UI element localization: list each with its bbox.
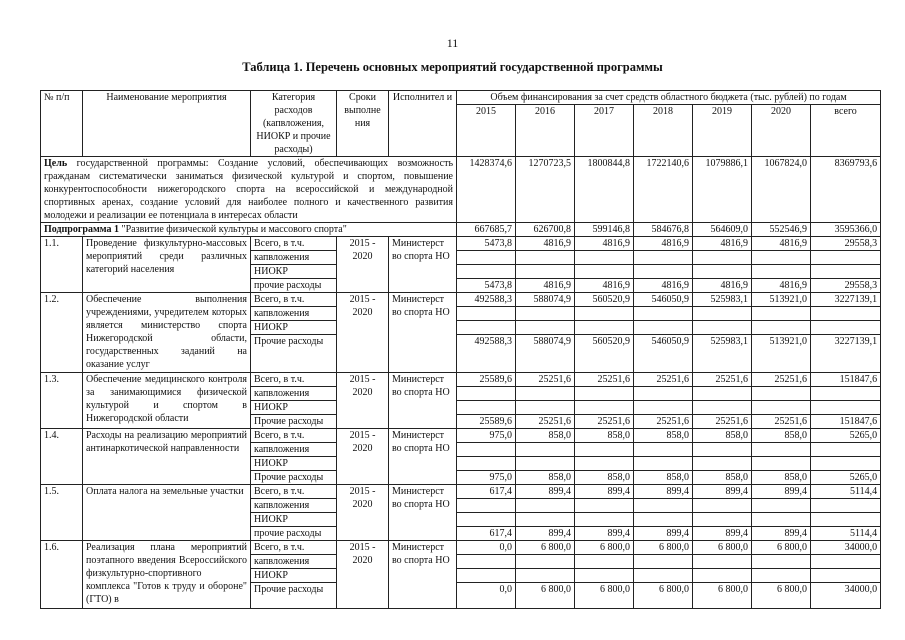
empty-value <box>575 307 634 321</box>
empty-value <box>516 457 575 471</box>
empty-value <box>575 387 634 401</box>
category-label: Прочие расходы <box>251 583 337 609</box>
category-label: Всего, в т.ч. <box>251 541 337 555</box>
header-funding: Объем финансирования за счет средств областного бюджета (тыс. рублей) по годам <box>457 91 881 105</box>
empty-value <box>752 555 811 569</box>
other-expenses-value: 6 800,0 <box>693 583 752 609</box>
total-value: 899,4 <box>693 485 752 499</box>
total-value: 25251,6 <box>634 373 693 387</box>
empty-value <box>693 307 752 321</box>
total-value: 25251,6 <box>693 373 752 387</box>
empty-value <box>752 265 811 279</box>
other-expenses-value: 858,0 <box>752 471 811 485</box>
total-value: 5473,8 <box>457 237 516 251</box>
other-expenses-value: 151847,6 <box>811 415 881 429</box>
goal-label: Цель <box>44 158 68 169</box>
measure-name: Расходы на реализацию мероприятий антинаркотической направленности <box>83 429 251 485</box>
empty-value <box>634 265 693 279</box>
total-value: 6 800,0 <box>693 541 752 555</box>
subprogram-value: 626700,8 <box>516 223 575 237</box>
empty-value <box>516 265 575 279</box>
other-expenses-value: 5265,0 <box>811 471 881 485</box>
empty-value <box>634 443 693 457</box>
other-expenses-value: 6 800,0 <box>575 583 634 609</box>
empty-value <box>634 555 693 569</box>
goal-description: государственной программы: Создание условий, обеспечивающих возможность гражданам систематически заниматься физической культурой и спортом, повышение конкурентоспособности нижегородского спорта на всероссийской и международной спортивных аренах, создание условий для наиболее полного и качественного развития молодежи и реализации ее потенциала в интересах области <box>44 158 453 221</box>
row-number: 1.1. <box>41 237 83 293</box>
total-value: 899,4 <box>634 485 693 499</box>
total-value: 513921,0 <box>752 293 811 307</box>
other-expenses-value: 34000,0 <box>811 583 881 609</box>
other-expenses-value: 617,4 <box>457 527 516 541</box>
empty-value <box>811 457 881 471</box>
empty-value <box>634 499 693 513</box>
empty-value <box>693 569 752 583</box>
empty-value <box>457 443 516 457</box>
header-num: № п/п <box>41 91 83 157</box>
empty-value <box>693 251 752 265</box>
empty-value <box>693 401 752 415</box>
header-year: 2017 <box>575 105 634 157</box>
term-value: 2015 - 2020 <box>337 541 389 609</box>
empty-value <box>457 499 516 513</box>
empty-value <box>575 457 634 471</box>
category-label: Всего, в т.ч. <box>251 293 337 307</box>
empty-value <box>457 555 516 569</box>
empty-value <box>575 265 634 279</box>
total-value: 588074,9 <box>516 293 575 307</box>
total-value: 4816,9 <box>516 237 575 251</box>
category-label: капвложения <box>251 555 337 569</box>
row-number: 1.4. <box>41 429 83 485</box>
empty-value <box>634 321 693 335</box>
empty-value <box>575 251 634 265</box>
empty-value <box>516 499 575 513</box>
measure-name: Проведение физкультурно-массовых мероприятий среди различных категорий населения <box>83 237 251 293</box>
empty-value <box>752 321 811 335</box>
term-value: 2015 - 2020 <box>337 293 389 373</box>
total-value: 899,4 <box>516 485 575 499</box>
total-value: 899,4 <box>752 485 811 499</box>
empty-value <box>811 307 881 321</box>
empty-value <box>575 513 634 527</box>
empty-value <box>693 387 752 401</box>
category-label: Прочие расходы <box>251 415 337 429</box>
category-label: Всего, в т.ч. <box>251 485 337 499</box>
category-label: Всего, в т.ч. <box>251 429 337 443</box>
category-label: НИОКР <box>251 569 337 583</box>
header-year: 2020 <box>752 105 811 157</box>
subprogram-value: 599146,8 <box>575 223 634 237</box>
total-value: 858,0 <box>752 429 811 443</box>
empty-value <box>693 457 752 471</box>
table-row <box>41 429 881 443</box>
executor-value: Министерст во спорта НО <box>389 293 457 373</box>
empty-value <box>752 251 811 265</box>
empty-value <box>693 443 752 457</box>
empty-value <box>575 555 634 569</box>
empty-value <box>575 401 634 415</box>
total-value: 858,0 <box>575 429 634 443</box>
subprogram-value: 552546,9 <box>752 223 811 237</box>
subprogram-value: 3595366,0 <box>811 223 881 237</box>
header-year: 2018 <box>634 105 693 157</box>
row-number: 1.3. <box>41 373 83 429</box>
row-number: 1.6. <box>41 541 83 609</box>
measure-name: Обеспечение выполнения учреждениями, учредителем которых является министерство спорта Нижегородской области, государственных заданий на оказание услуг <box>83 293 251 373</box>
empty-value <box>811 443 881 457</box>
other-expenses-value: 4816,9 <box>575 279 634 293</box>
empty-value <box>457 251 516 265</box>
empty-value <box>457 307 516 321</box>
table-row <box>41 541 881 555</box>
empty-value <box>516 569 575 583</box>
other-expenses-value: 25251,6 <box>693 415 752 429</box>
table-caption: Таблица 1. Перечень основных мероприятий государственной программы <box>242 60 663 74</box>
other-expenses-value: 858,0 <box>516 471 575 485</box>
other-expenses-value: 899,4 <box>634 527 693 541</box>
term-value: 2015 - 2020 <box>337 485 389 541</box>
header-year: 2015 <box>457 105 516 157</box>
total-value: 25251,6 <box>752 373 811 387</box>
empty-value <box>457 321 516 335</box>
empty-value <box>575 499 634 513</box>
other-expenses-value: 858,0 <box>575 471 634 485</box>
total-value: 858,0 <box>693 429 752 443</box>
header-year: 2019 <box>693 105 752 157</box>
total-value: 6 800,0 <box>575 541 634 555</box>
total-value: 858,0 <box>516 429 575 443</box>
empty-value <box>693 555 752 569</box>
other-expenses-value: 492588,3 <box>457 335 516 373</box>
category-label: капвложения <box>251 443 337 457</box>
page-number: 11 <box>446 36 459 50</box>
empty-value <box>752 499 811 513</box>
empty-value <box>457 569 516 583</box>
term-value: 2015 - 2020 <box>337 373 389 429</box>
category-label: Всего, в т.ч. <box>251 373 337 387</box>
empty-value <box>634 457 693 471</box>
other-expenses-value: 25251,6 <box>575 415 634 429</box>
table-row <box>41 485 881 499</box>
empty-value <box>634 307 693 321</box>
category-label: прочие расходы <box>251 527 337 541</box>
empty-value <box>516 443 575 457</box>
executor-value: Министерст во спорта НО <box>389 373 457 429</box>
empty-value <box>457 457 516 471</box>
executor-value: Министерст во спорта НО <box>389 237 457 293</box>
empty-value <box>457 387 516 401</box>
other-expenses-value: 3227139,1 <box>811 335 881 373</box>
other-expenses-value: 25251,6 <box>516 415 575 429</box>
empty-value <box>457 513 516 527</box>
empty-value <box>811 401 881 415</box>
other-expenses-value: 4816,9 <box>634 279 693 293</box>
subprogram-name: "Развитие физической культуры и массового спорта" <box>119 224 347 235</box>
other-expenses-value: 899,4 <box>693 527 752 541</box>
total-value: 29558,3 <box>811 237 881 251</box>
total-value: 3227139,1 <box>811 293 881 307</box>
empty-value <box>516 387 575 401</box>
other-expenses-value: 899,4 <box>575 527 634 541</box>
category-label: НИОКР <box>251 457 337 471</box>
total-value: 4816,9 <box>693 237 752 251</box>
total-value: 617,4 <box>457 485 516 499</box>
total-value: 25589,6 <box>457 373 516 387</box>
empty-value <box>693 499 752 513</box>
header-term: Сроки выполне ния <box>337 91 389 157</box>
total-value: 151847,6 <box>811 373 881 387</box>
total-value: 25251,6 <box>516 373 575 387</box>
measure-name: Оплата налога на земельные участки <box>83 485 251 541</box>
other-expenses-value: 899,4 <box>516 527 575 541</box>
table-row <box>41 237 881 251</box>
row-number: 1.2. <box>41 293 83 373</box>
total-value: 525983,1 <box>693 293 752 307</box>
empty-value <box>811 251 881 265</box>
empty-value <box>752 401 811 415</box>
empty-value <box>575 321 634 335</box>
other-expenses-value: 525983,1 <box>693 335 752 373</box>
total-value: 4816,9 <box>634 237 693 251</box>
empty-value <box>811 499 881 513</box>
empty-value <box>811 265 881 279</box>
other-expenses-value: 6 800,0 <box>752 583 811 609</box>
other-expenses-value: 513921,0 <box>752 335 811 373</box>
total-value: 975,0 <box>457 429 516 443</box>
other-expenses-value: 4816,9 <box>752 279 811 293</box>
category-label: прочие расходы <box>251 279 337 293</box>
empty-value <box>811 321 881 335</box>
table-row <box>41 373 881 387</box>
goal-value: 1079886,1 <box>693 157 752 223</box>
other-expenses-value: 858,0 <box>693 471 752 485</box>
total-value: 5114,4 <box>811 485 881 499</box>
total-value: 899,4 <box>575 485 634 499</box>
subprogram-label: Подпрограмма 1 <box>44 224 120 235</box>
other-expenses-value: 6 800,0 <box>634 583 693 609</box>
measure-name: Реализация плана мероприятий поэтапного введения Всероссийского физкультурно-спортивного комплекса "Готов к труду и обороне" (ГТО) в <box>83 541 251 609</box>
empty-value <box>516 401 575 415</box>
executor-value: Министерст во спорта НО <box>389 429 457 485</box>
empty-value <box>693 265 752 279</box>
empty-value <box>516 251 575 265</box>
other-expenses-value: 899,4 <box>752 527 811 541</box>
empty-value <box>575 569 634 583</box>
empty-value <box>752 569 811 583</box>
subprogram-title <box>41 223 457 237</box>
empty-value <box>752 307 811 321</box>
total-value: 0,0 <box>457 541 516 555</box>
empty-value <box>457 401 516 415</box>
total-value: 4816,9 <box>575 237 634 251</box>
total-value: 25251,6 <box>575 373 634 387</box>
total-value: 546050,9 <box>634 293 693 307</box>
other-expenses-value: 4816,9 <box>693 279 752 293</box>
goal-value: 1800844,8 <box>575 157 634 223</box>
category-label: капвложения <box>251 307 337 321</box>
empty-value <box>752 513 811 527</box>
subprogram-value: 584676,8 <box>634 223 693 237</box>
empty-value <box>752 457 811 471</box>
empty-value <box>575 443 634 457</box>
empty-value <box>516 555 575 569</box>
category-label: Прочие расходы <box>251 335 337 373</box>
empty-value <box>634 251 693 265</box>
goal-text <box>41 157 457 223</box>
category-label: НИОКР <box>251 513 337 527</box>
row-number: 1.5. <box>41 485 83 541</box>
subprogram-value: 564609,0 <box>693 223 752 237</box>
empty-value <box>752 443 811 457</box>
empty-value <box>634 401 693 415</box>
total-value: 6 800,0 <box>752 541 811 555</box>
total-value: 5265,0 <box>811 429 881 443</box>
category-label: НИОКР <box>251 265 337 279</box>
category-label: капвложения <box>251 251 337 265</box>
empty-value <box>457 265 516 279</box>
other-expenses-value: 858,0 <box>634 471 693 485</box>
header-executor: Исполнител и <box>389 91 457 157</box>
empty-value <box>516 321 575 335</box>
total-value: 4816,9 <box>752 237 811 251</box>
goal-value: 8369793,6 <box>811 157 881 223</box>
other-expenses-value: 25589,6 <box>457 415 516 429</box>
category-label: Прочие расходы <box>251 471 337 485</box>
total-value: 492588,3 <box>457 293 516 307</box>
measures-table <box>40 90 881 609</box>
header-year: 2016 <box>516 105 575 157</box>
empty-value <box>634 513 693 527</box>
category-label: НИОКР <box>251 401 337 415</box>
total-value: 6 800,0 <box>516 541 575 555</box>
goal-value: 1428374,6 <box>457 157 516 223</box>
goal-value: 1067824,0 <box>752 157 811 223</box>
table-row <box>41 293 881 307</box>
empty-value <box>811 555 881 569</box>
executor-value: Министерст во спорта НО <box>389 541 457 609</box>
empty-value <box>634 387 693 401</box>
empty-value <box>811 569 881 583</box>
other-expenses-value: 560520,9 <box>575 335 634 373</box>
other-expenses-value: 5114,4 <box>811 527 881 541</box>
other-expenses-value: 25251,6 <box>752 415 811 429</box>
other-expenses-value: 6 800,0 <box>516 583 575 609</box>
header-category: Категория расходов (капвложения, НИОКР и прочие расходы) <box>251 91 337 157</box>
header-total: всего <box>811 105 881 157</box>
empty-value <box>516 307 575 321</box>
category-label: капвложения <box>251 387 337 401</box>
measure-name: Обеспечение медицинского контроля за занимающимися физической культурой и спортом в Нижегородской области <box>83 373 251 429</box>
subprogram-value: 667685,7 <box>457 223 516 237</box>
other-expenses-value: 25251,6 <box>634 415 693 429</box>
empty-value <box>634 569 693 583</box>
other-expenses-value: 975,0 <box>457 471 516 485</box>
other-expenses-value: 0,0 <box>457 583 516 609</box>
empty-value <box>811 513 881 527</box>
other-expenses-value: 588074,9 <box>516 335 575 373</box>
other-expenses-value: 546050,9 <box>634 335 693 373</box>
header-name: Наименование мероприятия <box>83 91 251 157</box>
term-value: 2015 - 2020 <box>337 429 389 485</box>
empty-value <box>693 513 752 527</box>
goal-value: 1722140,6 <box>634 157 693 223</box>
executor-value: Министерст во спорта НО <box>389 485 457 541</box>
total-value: 34000,0 <box>811 541 881 555</box>
total-value: 6 800,0 <box>634 541 693 555</box>
category-label: капвложения <box>251 499 337 513</box>
other-expenses-value: 4816,9 <box>516 279 575 293</box>
total-value: 560520,9 <box>575 293 634 307</box>
category-label: Всего, в т.ч. <box>251 237 337 251</box>
empty-value <box>693 321 752 335</box>
category-label: НИОКР <box>251 321 337 335</box>
empty-value <box>752 387 811 401</box>
empty-value <box>811 387 881 401</box>
other-expenses-value: 29558,3 <box>811 279 881 293</box>
term-value: 2015 - 2020 <box>337 237 389 293</box>
total-value: 858,0 <box>634 429 693 443</box>
empty-value <box>516 513 575 527</box>
other-expenses-value: 5473,8 <box>457 279 516 293</box>
goal-value: 1270723,5 <box>516 157 575 223</box>
